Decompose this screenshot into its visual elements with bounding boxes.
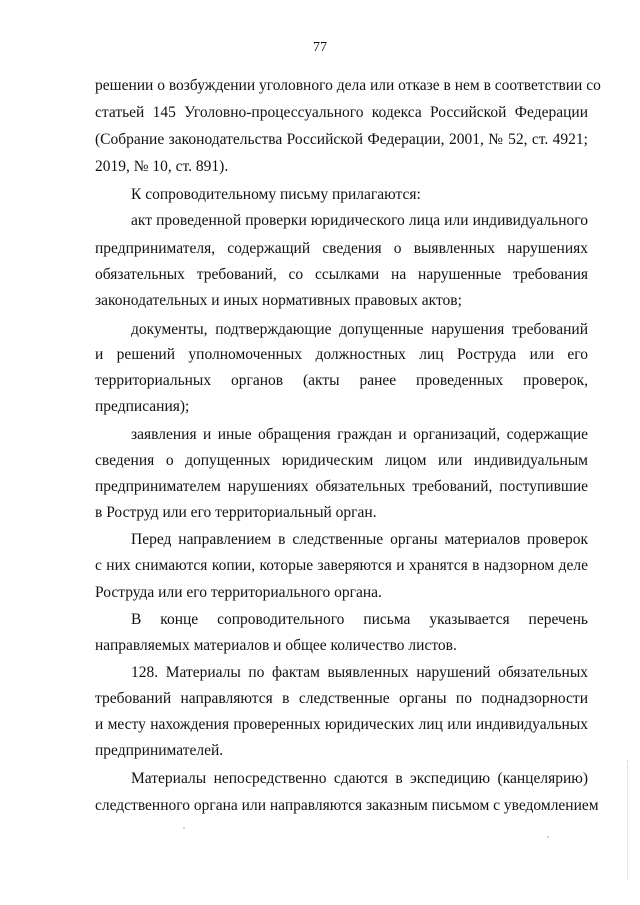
text-line: заявления и иные обращения граждан и организаций, содержащие xyxy=(131,426,588,443)
text-line: акт проведенной проверки юридического лица или индивидуального xyxy=(131,212,588,229)
text-line: и решений уполномоченных должностных лиц Роструда или его xyxy=(95,346,588,363)
text-line: 128. Материалы по фактам выявленных нарушений обязательных xyxy=(131,664,588,681)
text-line: 2019, № 10, ст. 891). xyxy=(95,158,229,175)
scan-speck xyxy=(183,827,185,829)
text-line: предпринимателей. xyxy=(95,742,224,759)
text-line: Материалы непосредственно сдаются в экспедицию (канцелярию) xyxy=(131,770,588,787)
text-line: (Собрание законодательства Российской Федерации, 2001, № 52, ст. 4921; xyxy=(95,131,588,148)
text-line: решении о возбуждении уголовного дела или отказе в нем в соответствии со xyxy=(95,77,601,94)
text-line: в Роструд или его территориальный орган. xyxy=(95,504,377,521)
text-line: законодательных и иных нормативных правовых актов; xyxy=(95,292,462,309)
text-line: территориальных органов (акты ранее проведенных проверок, xyxy=(95,372,588,389)
text-line: предпринимателем нарушениях обязательных требований, поступившие xyxy=(95,478,588,495)
text-line: предпринимателя, содержащий сведения о выявленных нарушениях xyxy=(95,240,588,257)
scan-speck xyxy=(547,836,549,838)
text-line: направляемых материалов и общее количество листов. xyxy=(95,637,457,654)
page-number: 77 xyxy=(313,40,327,55)
text-line: сведения о допущенных юридическим лицом или индивидуальным xyxy=(95,452,588,469)
text-line: статьей 145 Уголовно-процессуального кодекса Российской Федерации xyxy=(95,104,588,121)
text-line: предписания); xyxy=(95,398,190,415)
text-line: Роструда или его территориального органа. xyxy=(95,584,382,601)
text-line: документы, подтверждающие допущенные нарушения требований xyxy=(131,321,588,338)
text-line: В конце сопроводительного письма указывается перечень xyxy=(131,611,588,628)
text-line: и месту нахождения проверенных юридических лиц или индивидуальных xyxy=(95,716,588,733)
text-line: требований направляются в следственные органы по поднадзорности xyxy=(95,690,588,707)
text-line: обязательных требований, со ссылками на нарушенные требования xyxy=(95,266,588,283)
text-line: К сопроводительному письму прилагаются: xyxy=(131,186,421,203)
scan-edge-mark xyxy=(625,760,628,880)
text-line: Перед направлением в следственные органы материалов проверок xyxy=(131,531,588,548)
text-line: следственного органа или направляются заказным письмом с уведомлением xyxy=(95,797,599,814)
text-line: с них снимаются копии, которые заверяются и хранятся в надзорном деле xyxy=(95,557,588,574)
